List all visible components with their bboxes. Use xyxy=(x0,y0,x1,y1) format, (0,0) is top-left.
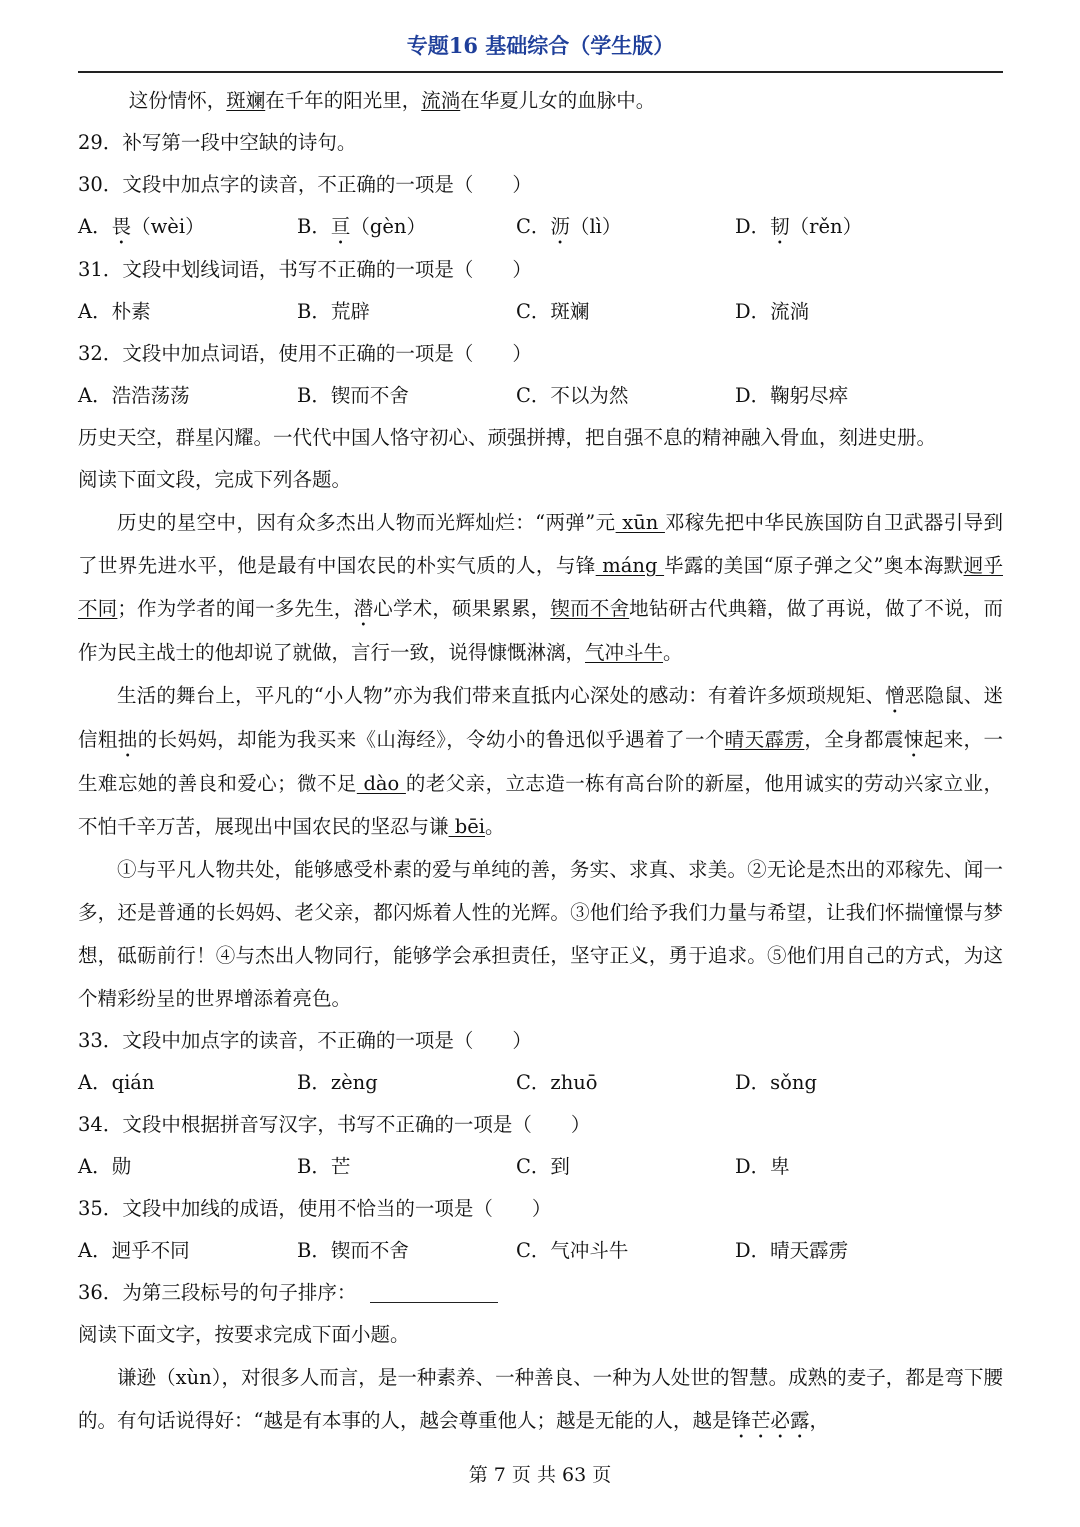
option-d[interactable]: D．流淌 xyxy=(735,300,810,323)
page-header xyxy=(78,26,1003,73)
option-a[interactable]: A．迥乎不同 xyxy=(78,1239,190,1262)
option-b[interactable]: B．锲而不舍 xyxy=(297,1239,409,1262)
question-33-stem: 33．文段中加点字的读音，不正确的一项是（ ） xyxy=(78,1029,532,1052)
question-30-stem: 30．文段中加点字的读音，不正确的一项是（ ） xyxy=(78,173,532,196)
question-32-options xyxy=(78,375,1003,417)
question-30-options xyxy=(78,206,1003,249)
question-32-stem: 32．文段中加点词语，使用不正确的一项是（ ） xyxy=(78,342,532,365)
answer-blank[interactable] xyxy=(370,1301,498,1303)
question-35-stem: 35．文段中加线的成语，使用不恰当的一项是（ ） xyxy=(78,1197,552,1220)
document-body xyxy=(78,80,1003,1443)
question-34-stem: 34．文段中根据拼音写汉字，书写不正确的一项是（ ） xyxy=(78,1113,591,1136)
option-c[interactable]: C．zhuō xyxy=(516,1071,598,1094)
passage-paragraph-2: 生活的舞台上，平凡的“小人物”亦为我们带来直抵内心深处的感动：有着许多烦琐规矩、憎恶隐鼠、迷信粗拙的长妈妈，却能为我买来《山海经》，令幼小的鲁迅似乎遇着了一个晴天霹雳，全身都震悚起来，一生难忘她的善良和爱心；微不足 dào 的老父亲，立志造一栋有高台阶的新屋，他用诚实的劳动兴家立业，不怕千辛万苦，展现出中国农民的坚忍与谦 bēi。 xyxy=(78,684,1003,838)
question-33-options xyxy=(78,1062,1003,1104)
option-d[interactable]: D．韧（rěn） xyxy=(735,215,863,238)
option-c[interactable]: C．沥（lì） xyxy=(516,215,622,238)
option-c[interactable]: C．不以为然 xyxy=(516,384,629,407)
option-c[interactable]: C．到 xyxy=(516,1155,570,1178)
question-36: 36．为第三段标号的句子排序： xyxy=(78,1272,1003,1314)
intro-line: 这份情怀，斑斓在千年的阳光里，流淌在华夏儿女的血脉中。 xyxy=(128,89,656,112)
option-d[interactable]: D．鞠躬尽瘁 xyxy=(735,384,849,407)
option-c[interactable]: C．斑斓 xyxy=(516,300,590,323)
option-d[interactable]: D．晴天霹雳 xyxy=(735,1239,849,1262)
option-a[interactable]: A．qián xyxy=(78,1071,155,1094)
option-b[interactable]: B．荒辟 xyxy=(297,300,370,323)
page-footer: 第 7 页 共 63 页 xyxy=(468,1464,612,1486)
option-b[interactable]: B．芒 xyxy=(297,1155,351,1178)
option-b[interactable]: B．亘（gèn） xyxy=(297,215,426,238)
option-c[interactable]: C．气冲斗牛 xyxy=(516,1239,629,1262)
option-b[interactable]: B．zèng xyxy=(297,1071,378,1094)
passage-paragraph-3: ①与平凡人物共处，能够感受朴素的爱与单纯的善，务实、求真、求美。②无论是杰出的邓稼先、闻一多，还是普通的长妈妈、老父亲，都闪烁着人性的光辉。③他们给予我们力量与希望，让我们怀揣憧憬与梦想，砥砺前行！④与杰出人物同行，能够学会承担责任，坚守正义，勇于追求。⑤他们用自己的方式，为这个精彩纷呈的世界增添着亮色。 xyxy=(78,858,1003,1010)
question-29: 29．补写第一段中空缺的诗句。 xyxy=(78,131,357,154)
option-b[interactable]: B．锲而不舍 xyxy=(297,384,409,407)
passage-paragraph-1: 历史的星空中，因有众多杰出人物而光辉灿烂：“两弹”元 xūn 邓稼先把中华民族国防自卫武器引导到了世界先进水平，他是最有中国农民的朴实气质的人，与锋 máng 毕露的美国“原子弹之父”奥本海默迥乎不同；作为学者的闻一多先生，潜心学术，硕果累累，锲而不舍地钻研古代典籍，做了再说，做了不说，而作为民主战士的他却说了就做，言行一致，说得慷慨淋漓，气冲斗牛。 xyxy=(78,511,1003,664)
lead-text-1: 历史天空，群星闪耀。一代代中国人恪守初心、顽强拼搏，把自强不息的精神融入骨血，刻进史册。 xyxy=(78,426,937,449)
lead-text-3: 阅读下面文字，按要求完成下面小题。 xyxy=(78,1323,410,1346)
option-a[interactable]: A．畏（wèi） xyxy=(78,215,205,238)
header-title: 专题16 基础综合（学生版） xyxy=(406,33,675,58)
question-34-options xyxy=(78,1146,1003,1188)
option-d[interactable]: D．sǒng xyxy=(735,1071,817,1094)
lead-text-2: 阅读下面文段，完成下列各题。 xyxy=(78,468,352,491)
option-d[interactable]: D．卑 xyxy=(735,1155,790,1178)
option-a[interactable]: A．朴素 xyxy=(78,300,151,323)
question-35-options xyxy=(78,1230,1003,1272)
passage-paragraph-4: 谦逊（xùn），对很多人而言，是一种素养、一种善良、一种为人处世的智慧。成熟的麦子，都是弯下腰的。有句话说得好：“越是有本事的人，越会尊重他人；越是无能的人，越是锋芒必露， xyxy=(78,1366,1003,1432)
question-31-options xyxy=(78,291,1003,333)
option-a[interactable]: A．勋 xyxy=(78,1155,132,1178)
option-a[interactable]: A．浩浩荡荡 xyxy=(78,384,190,407)
question-31-stem: 31．文段中划线词语，书写不正确的一项是（ ） xyxy=(78,258,532,281)
